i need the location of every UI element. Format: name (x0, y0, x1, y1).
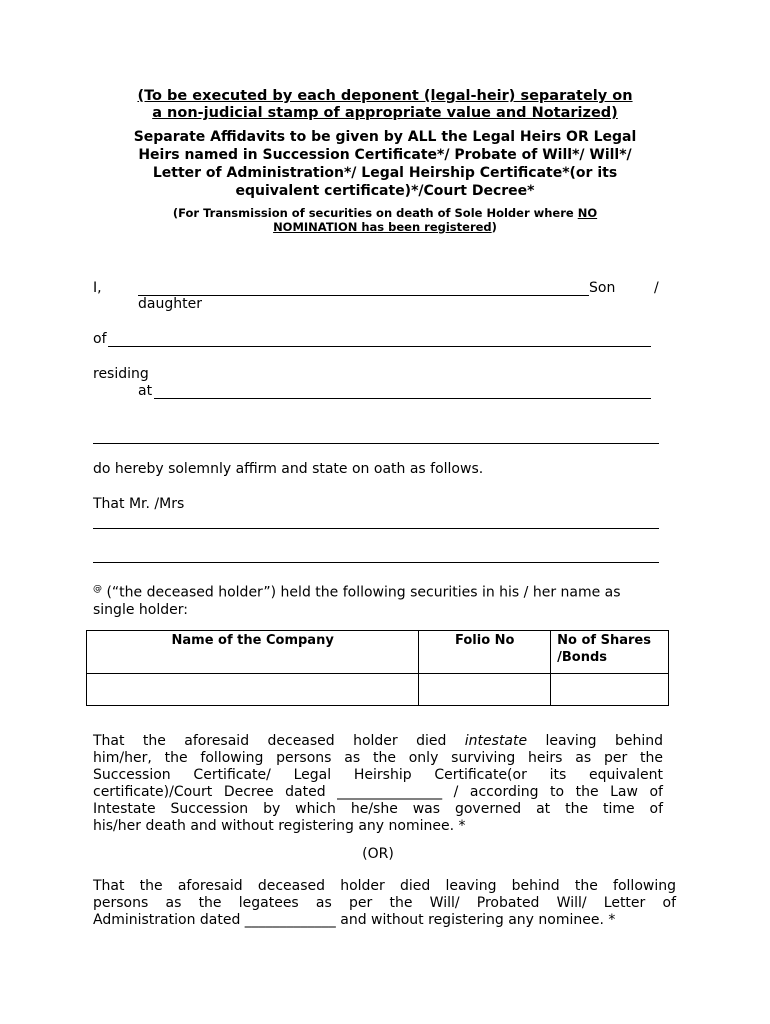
cell-shares[interactable] (551, 674, 669, 706)
header-subtitle (60, 128, 710, 200)
address-blank-line-1[interactable] (154, 398, 651, 399)
p1-line-5: Intestate Succession by which he/she was governed at the time of (93, 801, 663, 817)
of-label: of (93, 331, 107, 347)
note-prefix: (For Transmission of securities on death of Sole Holder where (172, 206, 578, 220)
p1-line-6: his/her death and without registering any nominee. * (93, 818, 466, 834)
subtitle-line-2: Heirs named in Succession Certificate*/ Probate of Will*/ Will*/ (138, 147, 632, 163)
p1-line-1 (93, 733, 663, 750)
header-title (60, 88, 710, 122)
subtitle-line-1: Separate Affidavits to be given by ALL the Legal Heirs OR Legal (133, 129, 637, 145)
deceased-line-2: single holder: (93, 601, 188, 618)
p1-line-4: certificate)/Court Decree dated _______________ / according to the Law of (93, 784, 663, 800)
p1-line-1-b: leaving behind (527, 733, 663, 749)
header-title-line-2: a non-judicial stamp of appropriate value and Notarized) (152, 105, 618, 121)
header-title-line-1: (To be executed by each deponent (legal-heir) separately on (137, 88, 633, 104)
daughter-label: daughter (138, 296, 202, 312)
note-suffix: ) (491, 220, 497, 234)
name-blank-line[interactable] (138, 295, 589, 296)
deceased-name-blank-line-2[interactable] (93, 562, 659, 563)
parent-name-blank-line[interactable] (108, 346, 651, 347)
column-header-shares: No of Shares /Bonds (551, 631, 669, 674)
p1-line-2: him/her, the following persons as the only surviving heirs as per the (93, 750, 663, 766)
son-label: Son (589, 280, 616, 296)
deceased-holder-statement (93, 581, 683, 619)
deceased-name-blank-line-1[interactable] (93, 528, 659, 529)
affirm-statement: do hereby solemnly affirm and state on oath as follows. (93, 461, 484, 477)
table-header-row (87, 631, 669, 674)
subtitle-line-3: Letter of Administration*/ Legal Heirship Certificate*(or its (152, 165, 618, 181)
p2-line-1: That the aforesaid deceased holder died leaving behind the following (93, 878, 676, 894)
cell-company[interactable] (87, 674, 419, 706)
note-nomination: NOMINATION has been registered (273, 220, 492, 234)
that-mr-mrs-label: That Mr. /Mrs (93, 496, 185, 512)
p1-line-3: Succession Certificate/ Legal Heirship Certificate(or its equivalent (93, 767, 663, 783)
p2-line-2: persons as the legatees as per the Will/ Probated Will/ Letter of (93, 895, 676, 911)
column-header-folio: Folio No (419, 631, 551, 674)
slash-label: / (654, 280, 659, 296)
header-note (100, 206, 670, 234)
intestate-paragraph (93, 733, 663, 835)
at-label: at (138, 383, 153, 399)
address-blank-line-2[interactable] (93, 443, 659, 444)
residing-label: residing (93, 366, 149, 382)
cell-folio[interactable] (419, 674, 551, 706)
at-symbol: @ (93, 584, 102, 594)
subtitle-line-4: equivalent certificate)*/Court Decree* (235, 183, 535, 199)
p1-line-1-a: That the aforesaid deceased holder died (93, 733, 465, 749)
column-header-company: Name of the Company (87, 631, 419, 674)
p2-line-3: Administration dated _____________ and without registering any nominee. * (93, 912, 616, 928)
securities-table (86, 630, 669, 706)
table-row (87, 674, 669, 706)
i-label: I, (93, 280, 102, 296)
will-paragraph (93, 878, 676, 929)
p1-intestate-word: intestate (464, 733, 528, 749)
deceased-line-1: (“the deceased holder”) held the following securities in his / her name as (102, 584, 621, 601)
or-separator: (OR) (362, 846, 394, 862)
note-no: NO (577, 206, 598, 220)
